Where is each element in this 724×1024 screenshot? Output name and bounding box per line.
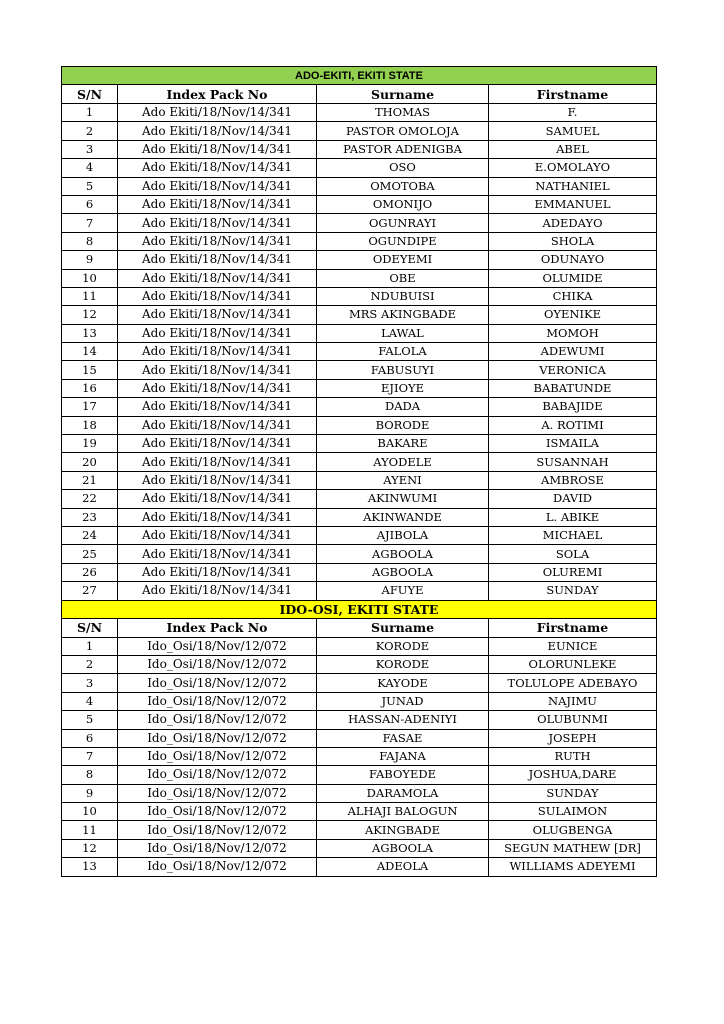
cell-firstname: SUSANNAH — [489, 453, 657, 471]
cell-index-pack-no: Ado Ekiti/18/Nov/14/341 — [118, 122, 317, 140]
cell-firstname: RUTH — [489, 747, 657, 765]
cell-surname: HASSAN-ADENIYI — [317, 711, 489, 729]
table-row — [62, 747, 657, 765]
table-row — [62, 729, 657, 747]
table-row — [62, 674, 657, 692]
table-row — [62, 416, 657, 434]
table-row — [62, 453, 657, 471]
cell-sn: 1 — [62, 637, 118, 655]
table-row — [62, 803, 657, 821]
cell-firstname: L. ABIKE — [489, 508, 657, 526]
cell-surname: KAYODE — [317, 674, 489, 692]
header-sn: S/N — [62, 618, 118, 637]
cell-firstname: OLUREMI — [489, 563, 657, 581]
cell-sn: 8 — [62, 766, 118, 784]
cell-firstname: ADEDAYO — [489, 214, 657, 232]
cell-index-pack-no: Ado Ekiti/18/Nov/14/341 — [118, 526, 317, 544]
cell-surname: JUNAD — [317, 692, 489, 710]
cell-index-pack-no: Ido_Osi/18/Nov/12/072 — [118, 747, 317, 765]
cell-surname: LAWAL — [317, 324, 489, 342]
cell-sn: 2 — [62, 655, 118, 673]
cell-firstname: MICHAEL — [489, 526, 657, 544]
header-sn: S/N — [62, 85, 118, 104]
cell-surname: THOMAS — [317, 104, 489, 122]
cell-sn: 14 — [62, 343, 118, 361]
cell-firstname: MOMOH — [489, 324, 657, 342]
cell-sn: 11 — [62, 287, 118, 305]
cell-sn: 21 — [62, 471, 118, 489]
table-row — [62, 214, 657, 232]
cell-surname: FAJANA — [317, 747, 489, 765]
cell-firstname: ODUNAYO — [489, 251, 657, 269]
cell-sn: 27 — [62, 582, 118, 600]
cell-firstname: EUNICE — [489, 637, 657, 655]
cell-firstname: WILLIAMS ADEYEMI — [489, 858, 657, 876]
cell-index-pack-no: Ado Ekiti/18/Nov/14/341 — [118, 269, 317, 287]
cell-sn: 20 — [62, 453, 118, 471]
cell-sn: 10 — [62, 803, 118, 821]
cell-index-pack-no: Ado Ekiti/18/Nov/14/341 — [118, 251, 317, 269]
cell-firstname: SHOLA — [489, 232, 657, 250]
cell-index-pack-no: Ado Ekiti/18/Nov/14/341 — [118, 545, 317, 563]
table-row — [62, 324, 657, 342]
cell-sn: 22 — [62, 490, 118, 508]
cell-sn: 3 — [62, 674, 118, 692]
cell-index-pack-no: Ido_Osi/18/Nov/12/072 — [118, 711, 317, 729]
table-row — [62, 545, 657, 563]
section-title-row — [62, 67, 657, 85]
cell-firstname: AMBROSE — [489, 471, 657, 489]
cell-sn: 6 — [62, 729, 118, 747]
table-row — [62, 858, 657, 876]
cell-sn: 7 — [62, 214, 118, 232]
cell-index-pack-no: Ado Ekiti/18/Nov/14/341 — [118, 104, 317, 122]
cell-surname: ADEOLA — [317, 858, 489, 876]
cell-sn: 15 — [62, 361, 118, 379]
cell-firstname: E.OMOLAYO — [489, 159, 657, 177]
cell-index-pack-no: Ado Ekiti/18/Nov/14/341 — [118, 159, 317, 177]
cell-surname: FASAE — [317, 729, 489, 747]
cell-surname: FALOLA — [317, 343, 489, 361]
cell-surname: KORODE — [317, 655, 489, 673]
cell-index-pack-no: Ado Ekiti/18/Nov/14/341 — [118, 232, 317, 250]
cell-surname: AKINWUMI — [317, 490, 489, 508]
cell-index-pack-no: Ado Ekiti/18/Nov/14/341 — [118, 343, 317, 361]
header-firstname: Firstname — [489, 618, 657, 637]
roster-sheet — [61, 66, 656, 877]
cell-sn: 10 — [62, 269, 118, 287]
cell-index-pack-no: Ido_Osi/18/Nov/12/072 — [118, 821, 317, 839]
cell-surname: PASTOR ADENIGBA — [317, 140, 489, 158]
table-row — [62, 490, 657, 508]
cell-index-pack-no: Ado Ekiti/18/Nov/14/341 — [118, 490, 317, 508]
table-row — [62, 692, 657, 710]
cell-surname: AKINWANDE — [317, 508, 489, 526]
cell-firstname: NAJIMU — [489, 692, 657, 710]
table-row — [62, 379, 657, 397]
cell-sn: 16 — [62, 379, 118, 397]
table-row — [62, 526, 657, 544]
cell-sn: 23 — [62, 508, 118, 526]
cell-surname: DARAMOLA — [317, 784, 489, 802]
header-surname: Surname — [317, 618, 489, 637]
table-row — [62, 711, 657, 729]
cell-surname: OMONIJO — [317, 195, 489, 213]
cell-firstname: OYENIKE — [489, 306, 657, 324]
cell-sn: 5 — [62, 711, 118, 729]
cell-index-pack-no: Ado Ekiti/18/Nov/14/341 — [118, 563, 317, 581]
cell-sn: 12 — [62, 306, 118, 324]
cell-firstname: SAMUEL — [489, 122, 657, 140]
cell-firstname: JOSHUA,DARE — [489, 766, 657, 784]
cell-firstname: EMMANUEL — [489, 195, 657, 213]
cell-index-pack-no: Ado Ekiti/18/Nov/14/341 — [118, 398, 317, 416]
cell-firstname: A. ROTIMI — [489, 416, 657, 434]
cell-sn: 3 — [62, 140, 118, 158]
cell-index-pack-no: Ado Ekiti/18/Nov/14/341 — [118, 306, 317, 324]
cell-index-pack-no: Ado Ekiti/18/Nov/14/341 — [118, 508, 317, 526]
table-row — [62, 766, 657, 784]
cell-firstname: JOSEPH — [489, 729, 657, 747]
cell-sn: 12 — [62, 839, 118, 857]
cell-sn: 4 — [62, 159, 118, 177]
cell-index-pack-no: Ido_Osi/18/Nov/12/072 — [118, 692, 317, 710]
table-row — [62, 784, 657, 802]
cell-firstname: DAVID — [489, 490, 657, 508]
cell-firstname: CHIKA — [489, 287, 657, 305]
cell-surname: AKINGBADE — [317, 821, 489, 839]
cell-sn: 25 — [62, 545, 118, 563]
cell-sn: 6 — [62, 195, 118, 213]
cell-surname: FABUSUYI — [317, 361, 489, 379]
cell-firstname: F. — [489, 104, 657, 122]
cell-sn: 17 — [62, 398, 118, 416]
cell-index-pack-no: Ado Ekiti/18/Nov/14/341 — [118, 379, 317, 397]
cell-surname: OMOTOBA — [317, 177, 489, 195]
cell-surname: BORODE — [317, 416, 489, 434]
cell-surname: OGUNDIPE — [317, 232, 489, 250]
cell-index-pack-no: Ido_Osi/18/Nov/12/072 — [118, 784, 317, 802]
cell-index-pack-no: Ado Ekiti/18/Nov/14/341 — [118, 471, 317, 489]
cell-index-pack-no: Ado Ekiti/18/Nov/14/341 — [118, 416, 317, 434]
cell-index-pack-no: Ado Ekiti/18/Nov/14/341 — [118, 195, 317, 213]
cell-firstname: BABATUNDE — [489, 379, 657, 397]
header-surname: Surname — [317, 85, 489, 104]
table-row — [62, 104, 657, 122]
cell-sn: 4 — [62, 692, 118, 710]
cell-surname: AYENI — [317, 471, 489, 489]
cell-firstname: VERONICA — [489, 361, 657, 379]
table-row — [62, 508, 657, 526]
cell-firstname: OLORUNLEKE — [489, 655, 657, 673]
cell-index-pack-no: Ido_Osi/18/Nov/12/072 — [118, 766, 317, 784]
cell-index-pack-no: Ido_Osi/18/Nov/12/072 — [118, 839, 317, 857]
cell-surname: PASTOR OMOLOJA — [317, 122, 489, 140]
cell-surname: OSO — [317, 159, 489, 177]
table-row — [62, 343, 657, 361]
cell-surname: FABOYEDE — [317, 766, 489, 784]
table-row — [62, 251, 657, 269]
table-row — [62, 435, 657, 453]
cell-firstname: OLUBUNMI — [489, 711, 657, 729]
cell-sn: 13 — [62, 324, 118, 342]
section-title: IDO-OSI, EKITI STATE — [62, 600, 657, 618]
cell-firstname: OLUMIDE — [489, 269, 657, 287]
table-row — [62, 637, 657, 655]
cell-surname: AGBOOLA — [317, 545, 489, 563]
cell-sn: 9 — [62, 251, 118, 269]
cell-index-pack-no: Ido_Osi/18/Nov/12/072 — [118, 729, 317, 747]
table-row — [62, 287, 657, 305]
cell-sn: 18 — [62, 416, 118, 434]
cell-index-pack-no: Ido_Osi/18/Nov/12/072 — [118, 637, 317, 655]
cell-sn: 7 — [62, 747, 118, 765]
cell-surname: MRS AKINGBADE — [317, 306, 489, 324]
cell-firstname: SULAIMON — [489, 803, 657, 821]
cell-index-pack-no: Ido_Osi/18/Nov/12/072 — [118, 674, 317, 692]
cell-firstname: BABAJIDE — [489, 398, 657, 416]
cell-index-pack-no: Ado Ekiti/18/Nov/14/341 — [118, 582, 317, 600]
cell-sn: 24 — [62, 526, 118, 544]
table-row — [62, 122, 657, 140]
section-title: ADO-EKITI, EKITI STATE — [62, 67, 657, 85]
cell-index-pack-no: Ido_Osi/18/Nov/12/072 — [118, 858, 317, 876]
table-row — [62, 140, 657, 158]
cell-firstname: SOLA — [489, 545, 657, 563]
cell-firstname: SUNDAY — [489, 582, 657, 600]
cell-surname: AFUYE — [317, 582, 489, 600]
cell-sn: 19 — [62, 435, 118, 453]
table-row — [62, 563, 657, 581]
cell-firstname: ADEWUMI — [489, 343, 657, 361]
table-row — [62, 655, 657, 673]
cell-firstname: NATHANIEL — [489, 177, 657, 195]
table-row — [62, 361, 657, 379]
table-row — [62, 195, 657, 213]
cell-index-pack-no: Ado Ekiti/18/Nov/14/341 — [118, 361, 317, 379]
cell-surname: OGUNRAYI — [317, 214, 489, 232]
table-row — [62, 306, 657, 324]
cell-surname: AJIBOLA — [317, 526, 489, 544]
cell-sn: 1 — [62, 104, 118, 122]
cell-surname: KORODE — [317, 637, 489, 655]
cell-surname: DADA — [317, 398, 489, 416]
cell-surname: ODEYEMI — [317, 251, 489, 269]
cell-index-pack-no: Ado Ekiti/18/Nov/14/341 — [118, 324, 317, 342]
cell-sn: 2 — [62, 122, 118, 140]
cell-sn: 26 — [62, 563, 118, 581]
header-index-pack-no: Index Pack No — [118, 618, 317, 637]
cell-firstname: ISMAILA — [489, 435, 657, 453]
table-row — [62, 839, 657, 857]
cell-surname: AGBOOLA — [317, 839, 489, 857]
cell-sn: 5 — [62, 177, 118, 195]
cell-surname: NDUBUISI — [317, 287, 489, 305]
cell-surname: AYODELE — [317, 453, 489, 471]
cell-index-pack-no: Ido_Osi/18/Nov/12/072 — [118, 803, 317, 821]
cell-surname: OBE — [317, 269, 489, 287]
section-title-row — [62, 600, 657, 618]
cell-firstname: SUNDAY — [489, 784, 657, 802]
table-row — [62, 232, 657, 250]
cell-sn: 8 — [62, 232, 118, 250]
header-firstname: Firstname — [489, 85, 657, 104]
cell-firstname: OLUGBENGA — [489, 821, 657, 839]
cell-surname: BAKARE — [317, 435, 489, 453]
cell-surname: ALHAJI BALOGUN — [317, 803, 489, 821]
roster-body — [62, 67, 657, 877]
cell-index-pack-no: Ado Ekiti/18/Nov/14/341 — [118, 177, 317, 195]
cell-index-pack-no: Ido_Osi/18/Nov/12/072 — [118, 655, 317, 673]
cell-index-pack-no: Ado Ekiti/18/Nov/14/341 — [118, 453, 317, 471]
table-row — [62, 398, 657, 416]
cell-sn: 11 — [62, 821, 118, 839]
table-row — [62, 821, 657, 839]
cell-index-pack-no: Ado Ekiti/18/Nov/14/341 — [118, 435, 317, 453]
column-header-row — [62, 618, 657, 637]
cell-index-pack-no: Ado Ekiti/18/Nov/14/341 — [118, 140, 317, 158]
cell-surname: EJIOYE — [317, 379, 489, 397]
header-index-pack-no: Index Pack No — [118, 85, 317, 104]
table-row — [62, 159, 657, 177]
table-row — [62, 582, 657, 600]
cell-index-pack-no: Ado Ekiti/18/Nov/14/341 — [118, 287, 317, 305]
table-row — [62, 177, 657, 195]
roster-table — [61, 66, 657, 877]
cell-sn: 13 — [62, 858, 118, 876]
cell-index-pack-no: Ado Ekiti/18/Nov/14/341 — [118, 214, 317, 232]
column-header-row — [62, 85, 657, 104]
cell-firstname: TOLULOPE ADEBAYO — [489, 674, 657, 692]
cell-sn: 9 — [62, 784, 118, 802]
cell-firstname: ABEL — [489, 140, 657, 158]
cell-surname: AGBOOLA — [317, 563, 489, 581]
table-row — [62, 471, 657, 489]
table-row — [62, 269, 657, 287]
cell-firstname: SEGUN MATHEW [DR] — [489, 839, 657, 857]
